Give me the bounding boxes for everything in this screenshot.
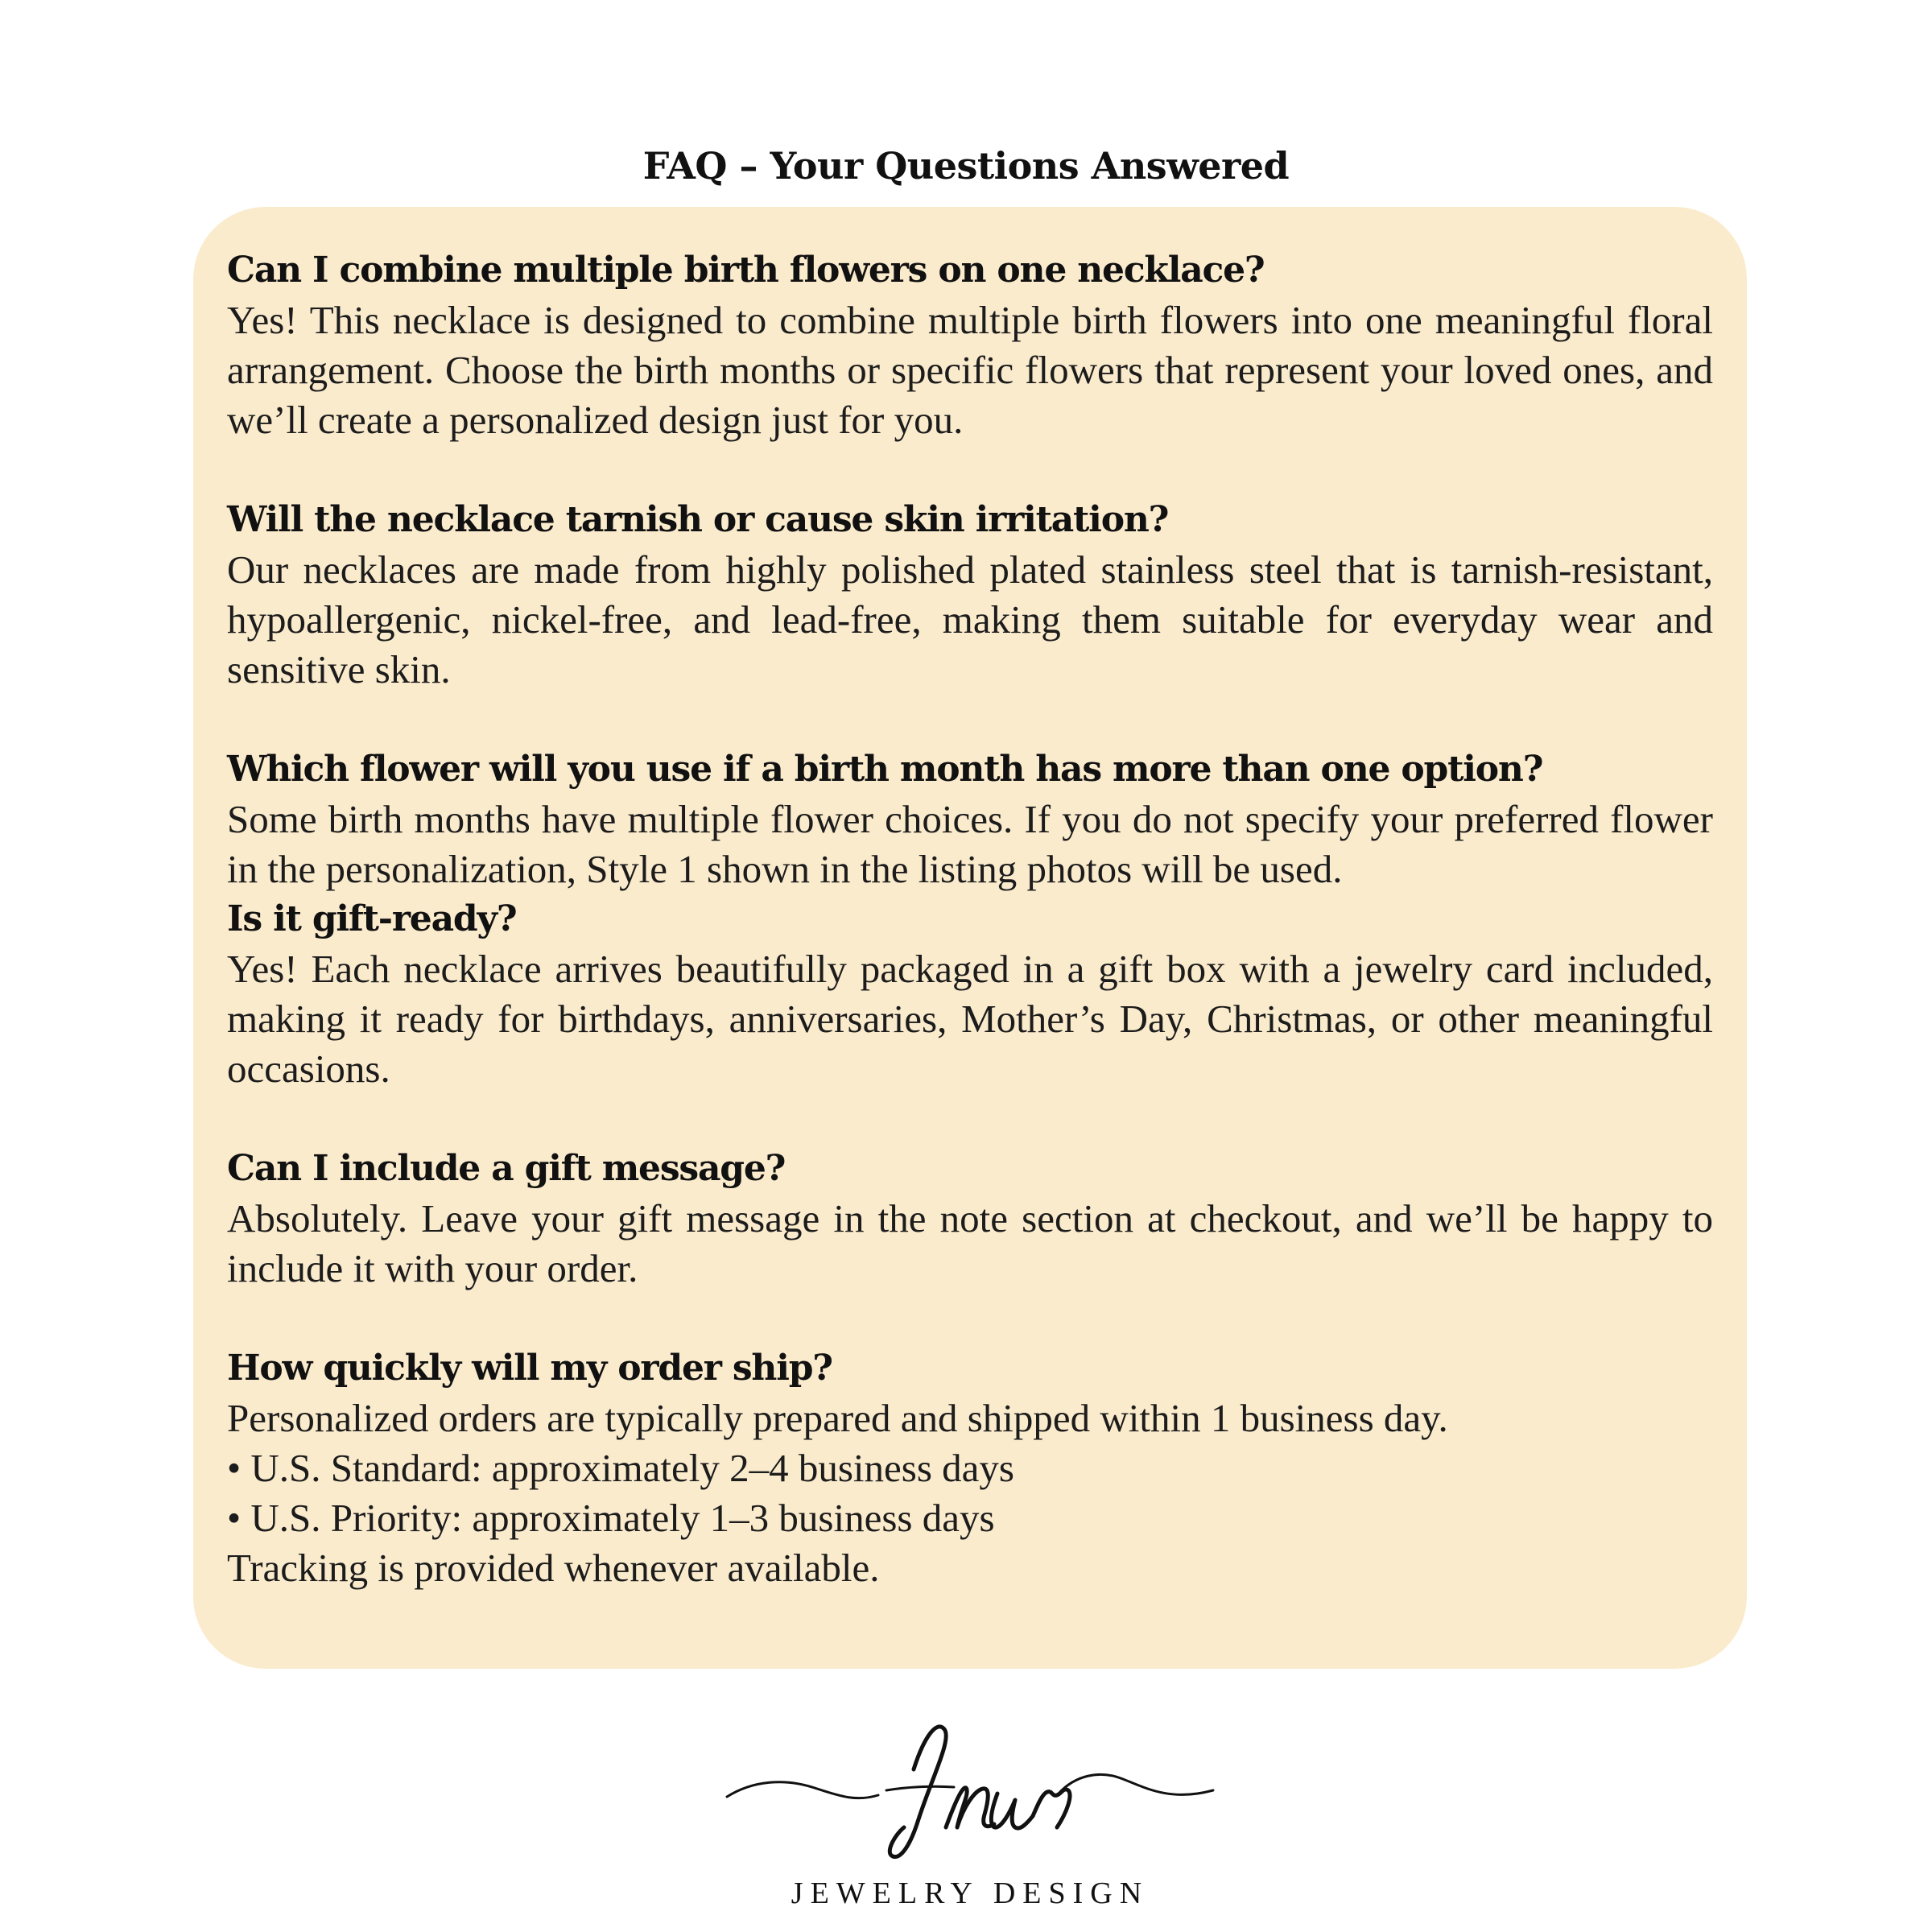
faq-question: Which flower will you use if a birth month has more than one option?: [227, 749, 1543, 790]
shipping-line: Tracking is provided whenever available.: [227, 1546, 880, 1590]
brand-logo: [720, 1707, 1220, 1916]
faq-item: [227, 246, 1713, 445]
faq-answer: Yes! This necklace is designed to combine multiple birth flowers into one meaningful floral arrangement. Choose the birth months or specific flowers that represent your loved ones, and we’ll create a personalized design just for you.: [227, 298, 1713, 442]
faq-item: [227, 745, 1713, 894]
faq-question: Can I include a gift message?: [227, 1148, 786, 1189]
faq-item: [227, 894, 1713, 1094]
shipping-line: Personalized orders are typically prepared and shipped within 1 business day.: [227, 1396, 1448, 1440]
faq-answer: Some birth months have multiple flower choices. If you do not specify your preferred flower in the personalization, Style 1 shown in the listing photos will be used.: [227, 797, 1713, 891]
faq-answer: Our necklaces are made from highly polished plated stainless steel that is tarnish-resistant, hypoallergenic, nickel-free, and lead-free, making them suitable for everyday wear and sensitive skin.: [227, 547, 1713, 691]
shipping-line: • U.S. Standard: approximately 2–4 business days: [227, 1446, 1014, 1490]
faq-question: Can I combine multiple birth flowers on one necklace?: [227, 250, 1265, 291]
faq-item: [227, 1344, 1713, 1593]
faq-question: Will the necklace tarnish or cause skin irritation?: [227, 499, 1169, 540]
logo-subtitle: JEWELRY DESIGN: [791, 1876, 1150, 1910]
faq-answer: [227, 1393, 1713, 1593]
faq-item: [227, 1144, 1713, 1294]
faq-answer: Absolutely. Leave your gift message in the note section at checkout, and we’ll be happy to include it with your order.: [227, 1196, 1713, 1290]
faq-card: [193, 207, 1747, 1669]
faq-question: Is it gift-ready?: [227, 898, 517, 939]
faq-answer: Yes! Each necklace arrives beautifully packaged in a gift box with a jewelry card included, making it ready for birthdays, anniversaries, Mother’s Day, Christmas, or other meaningful occasions.: [227, 947, 1713, 1091]
logo-script-mark: [720, 1707, 1220, 1868]
page-title: FAQ – Your Questions Answered: [642, 144, 1290, 188]
faq-question: How quickly will my order ship?: [227, 1348, 832, 1389]
shipping-line: • U.S. Priority: approximately 1–3 business days: [227, 1496, 995, 1540]
faq-item: [227, 495, 1713, 695]
